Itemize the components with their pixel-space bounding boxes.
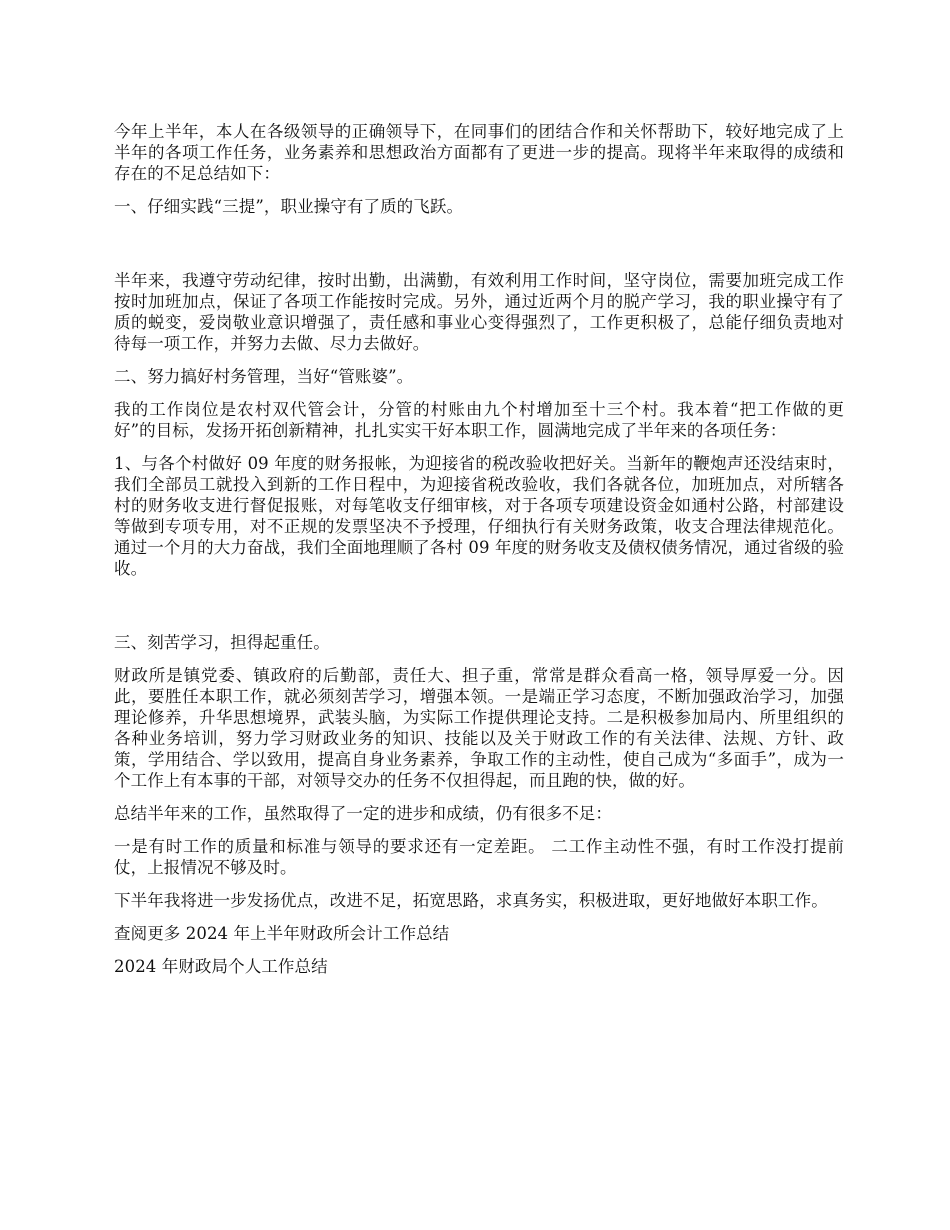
- body-paragraph: 我的工作岗位是农村双代管会计，分管的村账由九个村增加至十三个村。我本着“把工作做的更好”的目标，发扬开拓创新精神，扎扎实实干好本职工作，圆满地完成了半年来的各项任务：: [114, 400, 844, 440]
- body-paragraph: 一是有时工作的质量和标准与领导的要求还有一定差距。 二工作主动性不强，有时工作没打提前仗，上报情况不够及时。: [114, 837, 844, 877]
- body-paragraph: 总结半年来的工作，虽然取得了一定的进步和成绩，仍有很多不足：: [114, 804, 612, 823]
- section-heading-2: 二、努力搞好村务管理，当好“管账婆”。: [114, 367, 414, 386]
- body-paragraph: 1、与各个村做好 09 年度的财务报帐，为迎接省的税改验收把好关。当新年的鞭炮声还没结束时，我们全部员工就投入到新的工作日程中，为迎接省税改验收，我们各就各位，加班加点，对所辖各村的财务收支进行督促报账，对每笔收支仔细审核，对于各项专项建设资金如通村公路，村部建设等做到专项专用，对不正规的发票坚决不予授理，仔细执行有关财务政策，收支合理法律规范化。通过一个月的大力奋战，我们全面地理顺了各村 09 年度的财务收支及债权债务情况，通过省级的验收。: [114, 454, 844, 578]
- related-link[interactable]: 2024 年财政局个人工作总结: [114, 957, 328, 976]
- body-paragraph: 下半年我将进一步发扬优点，改进不足，拓宽思路，求真务实，积极进取，更好地做好本职工作。: [114, 891, 828, 910]
- body-paragraph: 半年来，我遵守劳动纪律，按时出勤，出满勤，有效利用工作时间，坚守岗位，需要加班完成工作按时加班加点，保证了各项工作能按时完成。另外，通过近两个月的脱产学习，我的职业操守有了质的蜕变，爱岗敬业意识增强了，责任感和事业心变得强烈了，工作更积极了，总能仔细负责地对待每一项工作，并努力去做、尽力去做好。: [114, 271, 844, 353]
- section-heading-1: 一、仔细实践“三提”，职业操守有了质的飞跃。: [114, 197, 464, 216]
- body-paragraph: 财政所是镇党委、镇政府的后勤部，责任大、担子重，常常是群众看高一格，领导厚爱一分。因此，要胜任本职工作，就必须刻苦学习，增强本领。一是端正学习态度，不断加强政治学习，加强理论修养，升华思想境界，武装头脑，为实际工作提供理论支持。二是积极参加局内、所里组织的各种业务培训，努力学习财政业务的知识、技能以及关于财政工作的有关法律、法规、方针、政策，学用结合、学以致用，提高自身业务素养，争取工作的主动性，使自己成为“多面手”，成为一个工作上有本事的干部，对领导交办的任务不仅担得起，而且跑的快，做的好。: [114, 666, 844, 790]
- intro-paragraph: 今年上半年，本人在各级领导的正确领导下，在同事们的团结合作和关怀帮助下，较好地完成了上半年的各项工作任务，业务素养和思想政治方面都有了更进一步的提高。现将半年来取得的成绩和存在的不足总结如下：: [114, 122, 844, 183]
- section-heading-3: 三、刻苦学习，担得起重任。: [114, 633, 330, 652]
- related-link[interactable]: 查阅更多 2024 年上半年财政所会计工作总结: [114, 924, 450, 943]
- document-page: [114, 121, 844, 977]
